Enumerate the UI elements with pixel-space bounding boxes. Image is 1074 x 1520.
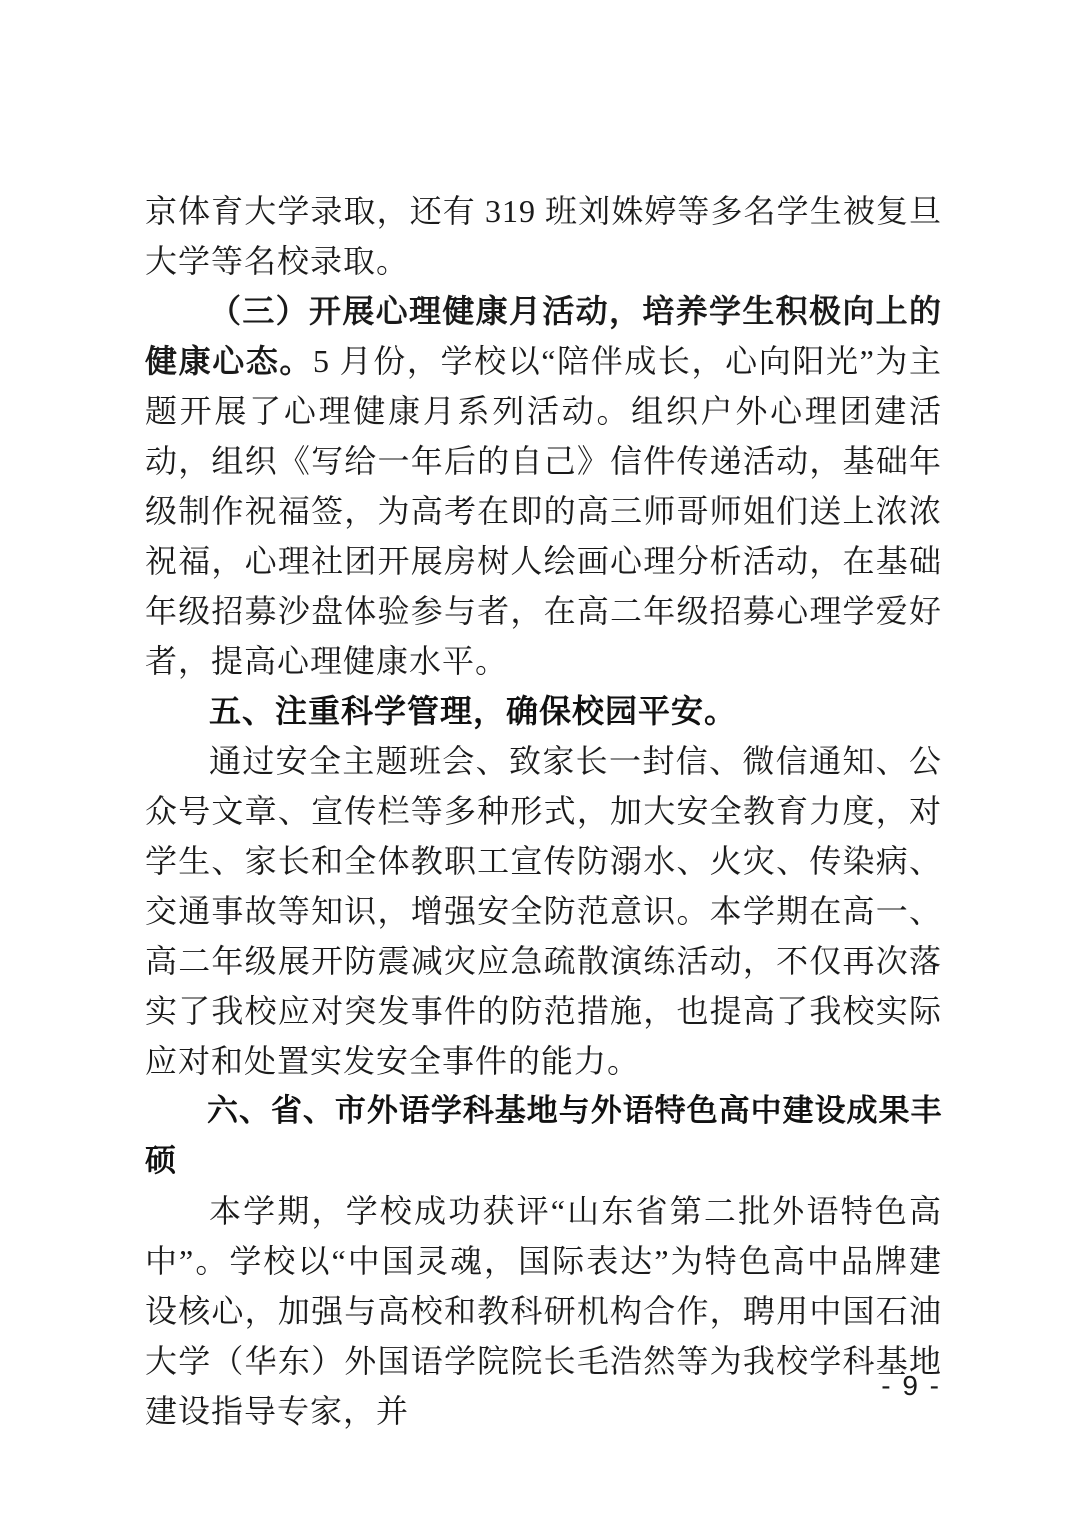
- document-body: [145, 186, 942, 1436]
- paragraph-continuation: 京体育大学录取，还有 319 班刘姝婷等多名学生被复旦大学等名校录取。: [145, 193, 942, 279]
- paragraph-section3: [145, 286, 942, 686]
- section6-heading: 六、省、市外语学科基地与外语特色高中建设成果丰硕: [145, 1093, 942, 1178]
- section3-body-text: 5 月份，学校以“陪伴成长，心向阳光”为主题开展了心理健康月系列活动。组织户外心理团建活动，组织《写给一年后的自己》信件传递活动，基础年级制作祝福签，为高考在即的高三师哥师姐们送上浓浓祝福，心理社团开展房树人绘画心理分析活动，在基础年级招募沙盘体验参与者，在高二年级招募心理学爱好者，提高心理健康水平。: [145, 343, 942, 679]
- paragraph-section5: 通过安全主题班会、致家长一封信、微信通知、公众号文章、宣传栏等多种形式，加大安全教育力度，对学生、家长和全体教职工宣传防溺水、火灾、传染病、交通事故等知识，增强安全防范意识。本学期在高一、高二年级展开防震减灾应急疏散演练活动，不仅再次落实了我校应对突发事件的防范措施，也提高了我校实际应对和处置实发安全事件的能力。: [145, 743, 942, 1079]
- section3-inline-heading: （三）开展心理健康月活动，培养学生积极向上的健康心态。: [145, 293, 942, 379]
- page-number: - 9 -: [881, 1370, 941, 1401]
- paragraph-section6: 本学期，学校成功获评“山东省第二批外语特色高中”。学校以“中国灵魂，国际表达”为特色高中品牌建设核心，加强与高校和教科研机构合作，聘用中国石油大学（华东）外国语学院院长毛浩然等为我校学科基地建设指导专家，并: [145, 1193, 942, 1429]
- section5-heading: 五、注重科学管理，确保校园平安。: [209, 693, 738, 729]
